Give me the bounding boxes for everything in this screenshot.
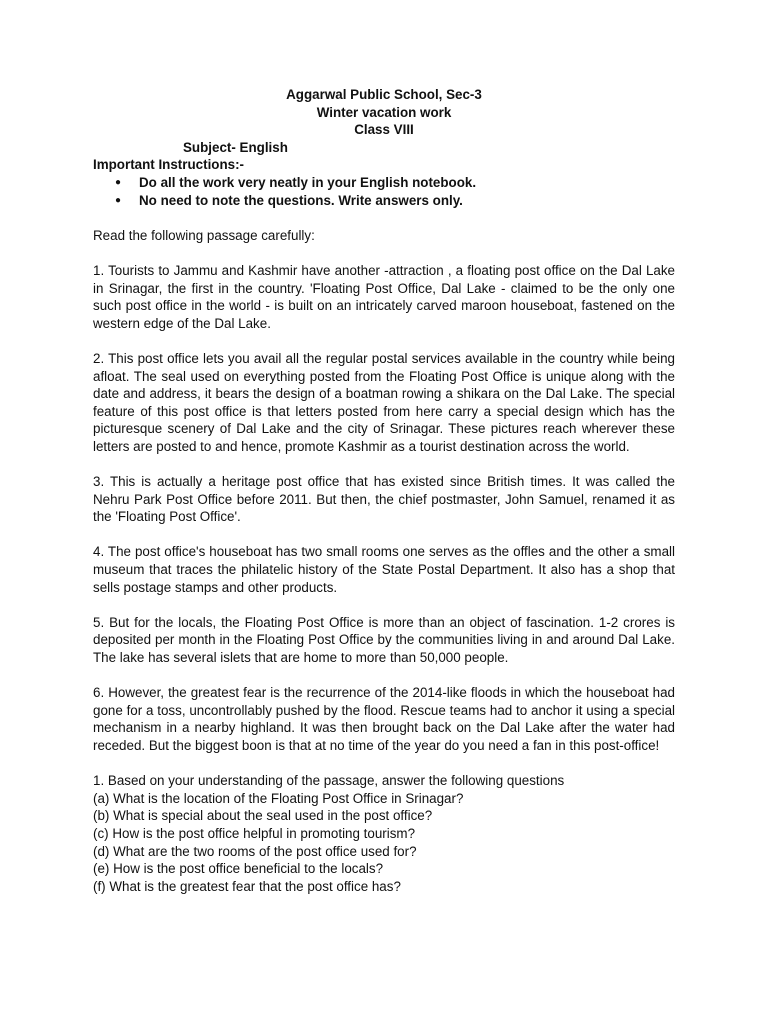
question-item: (d) What are the two rooms of the post office used for? (93, 843, 417, 859)
question-item: (e) How is the post office beneficial to the locals? (93, 861, 384, 877)
passage-paragraph-5: 5. But for the locals, the Floating Post Office is more than an object of fascination. 1-2 crores is deposited per month in the Floating Post Office by the communities living in and around Dal Lake. The lake has several islets that are home to more than 50,000 people. (93, 614, 675, 665)
class-label: Class VIII (354, 122, 414, 138)
school-name: Aggarwal Public School, Sec-3 (286, 87, 482, 102)
passage-intro: Read the following passage carefully: (93, 227, 315, 243)
passage-paragraph-4: 4. The post office's houseboat has two small rooms one serves as the offles and the other a small museum that traces the philatelic history of the State Postal Department. It also has a shop that sells postage stamps and other products. (93, 544, 675, 595)
document-title: Winter vacation work (316, 104, 452, 120)
instructions-heading: Important Instructions:- (93, 157, 245, 173)
passage-paragraph-3: 3. This is actually a heritage post office that has existed since British times. It was called the Nehru Park Post Office before 2011. But then, the chief postmaster, John Samuel, renamed it as the 'Floating Post Office'. (93, 474, 675, 525)
passage-paragraph-2: 2. This post office lets you avail all the regular postal services available in the country while being afloat. The seal used on everything posted from the Floating Post Office is unique along with the date and address, it bears the design of a boatman rowing a shikara on the Dal Lake. The special feature of this post office is that letters posted from here carry a special design which has the picturesque scenery of Dal Lake and the city of Srinagar. These pictures reach wherever these letters are posted to and hence, promote Kashmir as a tourist destination across the world. (93, 350, 675, 454)
question-item: (b) What is special about the seal used in the post office? (93, 808, 433, 824)
instructions-list (93, 174, 675, 209)
question-item: (f) What is the greatest fear that the post office has? (93, 878, 401, 894)
question-item: (c) How is the post office helpful in promoting tourism? (93, 825, 416, 841)
questions-section (93, 772, 675, 895)
instruction-item: ● Do all the work very neatly in your English notebook. (115, 174, 675, 192)
passage-paragraph-1: 1. Tourists to Jammu and Kashmir have another -attraction , a floating post office on the Dal Lake in Srinagar, the first in the country. 'Floating Post Office, Dal Lake - claimed to be the only one such post office in the world - is built on an intricately carved maroon houseboat, fastened on the western edge of the Dal Lake. (93, 262, 675, 331)
question-item: (a) What is the location of the Floating Post Office in Srinagar? (93, 790, 464, 806)
instruction-item: ● No need to note the questions. Write answers only. (115, 192, 675, 210)
subject-label: Subject- English (183, 139, 288, 155)
passage-paragraph-6: 6. However, the greatest fear is the recurrence of the 2014-like floods in which the houseboat had gone for a toss, uncontrollably pushed by the flood. Rescue teams had to anchor it using a special mechanism in a nearby highland. It was then brought back on the Dal Lake after the water had receded. But the biggest boon is that at no time of the year do you need a fan in this post-office! (93, 685, 675, 753)
questions-heading: 1. Based on your understanding of the passage, answer the following questions (93, 773, 565, 789)
